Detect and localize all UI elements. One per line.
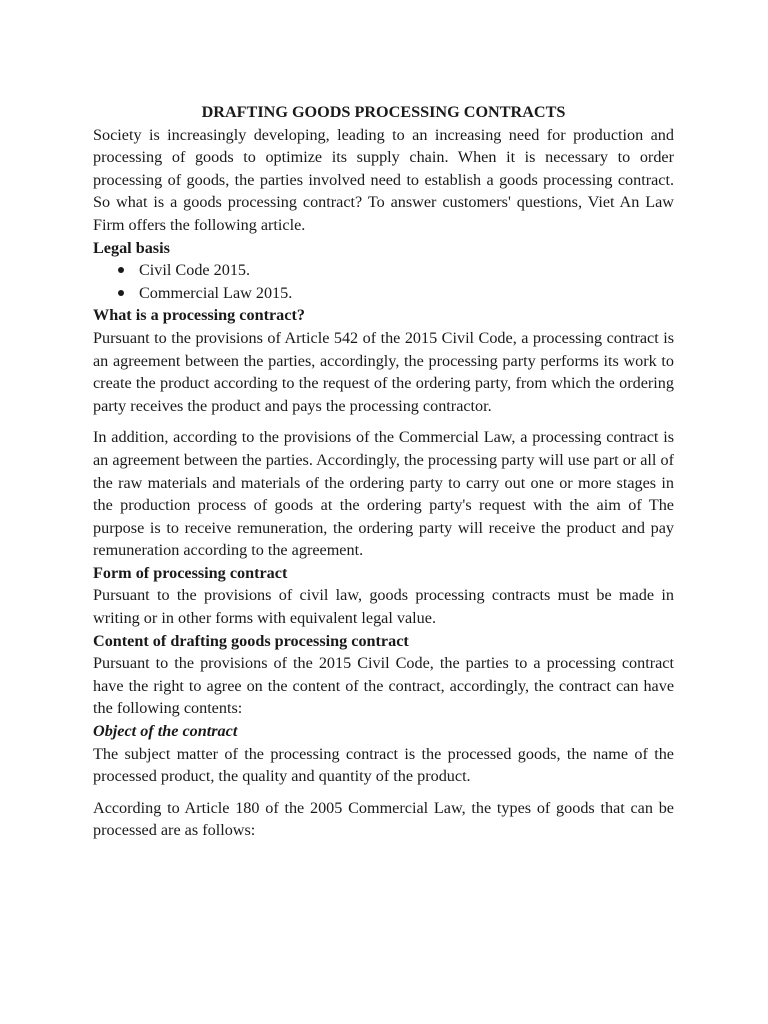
- content-paragraph: Pursuant to the provisions of the 2015 Civil Code, the parties to a processing contract have the right to agree on the content of the contract, accordingly, the contract can have the following contents:: [93, 654, 674, 718]
- legal-basis-list: [93, 259, 674, 304]
- document-title: DRAFTING GOODS PROCESSING CONTRACTS: [201, 103, 566, 121]
- legal-basis-heading: Legal basis: [93, 238, 170, 257]
- what-is-paragraph-1: Pursuant to the provisions of Article 542 of the 2015 Civil Code, a processing contract is an agreement between the parties, accordingly, the processing party performs its work to create the product according to the request of the ordering party, from which the ordering party receives the product and pays the processing contractor.: [93, 328, 674, 415]
- list-item: [115, 259, 674, 282]
- bullet-icon: [118, 267, 124, 273]
- list-item: [115, 282, 674, 305]
- form-heading: Form of processing contract: [93, 563, 288, 582]
- object-heading: Object of the contract: [93, 722, 238, 741]
- intro-paragraph: Society is increasingly developing, leading to an increasing need for production and processing of goods to optimize its supply chain. When it is necessary to order processing of goods, the parties involved need to establish a goods processing contract. So what is a goods processing contract? To answer customers' questions, Viet An Law Firm offers the following article.: [93, 125, 674, 234]
- form-paragraph: Pursuant to the provisions of civil law, goods processing contracts must be made in writing or in other forms with equivalent legal value.: [93, 586, 674, 628]
- what-is-paragraph-2: In addition, according to the provisions of the Commercial Law, a processing contract is an agreement between the parties. Accordingly, the processing party will use part or all of the raw materials and materials of the ordering party to carry out one or more stages in the production process of goods at the ordering party's request with the aim of The purpose is to receive remuneration, the ordering party will receive the product and pay remuneration according to the agreement.: [93, 428, 674, 560]
- bullet-icon: [118, 290, 124, 296]
- list-item-text: Civil Code 2015.: [139, 261, 251, 280]
- list-item-text: Commercial Law 2015.: [139, 283, 293, 302]
- document-page: [93, 101, 674, 842]
- object-paragraph-2: According to Article 180 of the 2005 Commercial Law, the types of goods that can be processed are as follows:: [93, 798, 674, 840]
- object-paragraph-1: The subject matter of the processing contract is the processed goods, the name of the processed product, the quality and quantity of the product.: [93, 744, 674, 786]
- what-is-heading: What is a processing contract?: [93, 306, 305, 325]
- content-heading: Content of drafting goods processing contract: [93, 631, 409, 650]
